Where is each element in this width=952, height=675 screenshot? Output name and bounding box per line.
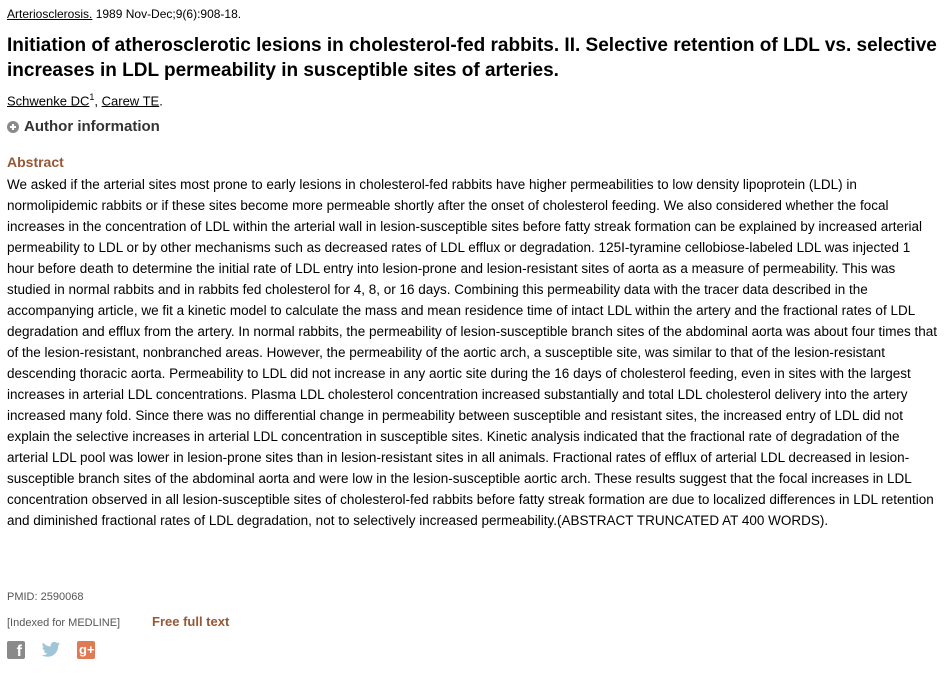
- twitter-icon[interactable]: [41, 641, 61, 659]
- indexed-for-medline: [Indexed for MEDLINE]: [7, 617, 121, 629]
- author-link-carew[interactable]: Carew TE: [101, 93, 160, 109]
- abstract-text: We asked if the arterial sites most prone to early lesions in cholesterol-fed rabbits have higher permeabilities to low density lipoprotein (LDL) in normolipidemic rabbits or if these sites become more permeable shortly after the onset of cholesterol feeding. We also considered whether the focal increases in the concentration of LDL within the arterial wall in lesion-susceptible sites before fatty streak formation can be explained by increased arterial permeability to LDL or by other mechanisms such as decreased rates of LDL efflux or degradation. 125I-tyramine cellobiose-labeled LDL was injected 1 hour before death to determine the initial rate of LDL entry into lesion-prone and lesion-resistant sites of aorta as a measure of permeability. This was studied in normal rabbits and in rabbits fed cholesterol for 4, 8, or 16 days. Combining this permeability data with the tracer data described in the accompanying article, we fit a kinetic model to calculate the mass and mean residence time of intact LDL within the artery and the fractional rates of LDL degradation and efflux from the artery. In normal rabbits, the permeability of lesion-susceptible branch sites of the abdominal aorta was about four times that of the lesion-resistant, nonbranched areas. However, the permeability of the aortic arch, a susceptible site, was similar to that of the lesion-resistant descending thoracic aorta. Permeability to LDL did not increase in any aortic site during the 16 days of cholesterol feeding, even in sites with the largest increases in arterial LDL concentrations. Plasma LDL cholesterol concentration increased substantially and total LDL cholesterol delivery into the artery increased many fold. Since there was no differential change in permeability between susceptible and resistant sites, the increased entry of LDL did not explain the selective increases in arterial LDL concentration in susceptible sites. Kinetic analysis indicated that the fractional rate of degradation of the arterial LDL pool was lower in lesion-prone sites than in lesion-resistant sites in all animals. Fractional rates of efflux of arterial LDL decreased in lesion-susceptible branch sites of the abdominal aorta and were low in the lesion-susceptible aortic arch. These results suggest that the focal increases in LDL concentration observed in all lesion-susceptible sites of cholesterol-fed rabbits before fatty streak formation are due to localized differences in LDL retention and diminished fractional rates of LDL degradation, not to selectively increased permeability.(ABSTRACT TRUNCATED AT 400 WORDS).: [7, 177, 938, 528]
- google-plus-glyph: g+: [79, 642, 95, 657]
- author-information-toggle[interactable]: [7, 118, 160, 135]
- journal-link[interactable]: Arteriosclerosis.: [7, 7, 93, 21]
- facebook-icon[interactable]: [7, 641, 25, 659]
- facebook-glyph: f: [16, 643, 22, 660]
- author-list: [7, 92, 163, 108]
- expand-plus-icon[interactable]: [7, 121, 19, 133]
- author-list-end: .: [159, 93, 163, 109]
- abstract-heading: Abstract: [7, 154, 64, 170]
- article-title: Initiation of atherosclerotic lesions in cholesterol-fed rabbits. II. Selective retention of LDL vs. selective increases in LDL permeability in susceptible sites of arteries.: [7, 35, 937, 81]
- author-separator: ,: [94, 93, 102, 109]
- google-plus-icon[interactable]: [77, 641, 95, 659]
- citation-details: 1989 Nov-Dec;9(6):908-18.: [92, 7, 242, 21]
- author-information-label: Author information: [24, 118, 160, 135]
- author-affiliation-sup: 1: [89, 92, 95, 102]
- social-share-bar: [7, 641, 95, 659]
- citation: [7, 7, 241, 21]
- free-full-text-link[interactable]: Free full text: [152, 614, 230, 629]
- author-link-schwenke[interactable]: Schwenke DC: [7, 93, 90, 109]
- pmid-label: PMID: 2590068: [7, 591, 84, 603]
